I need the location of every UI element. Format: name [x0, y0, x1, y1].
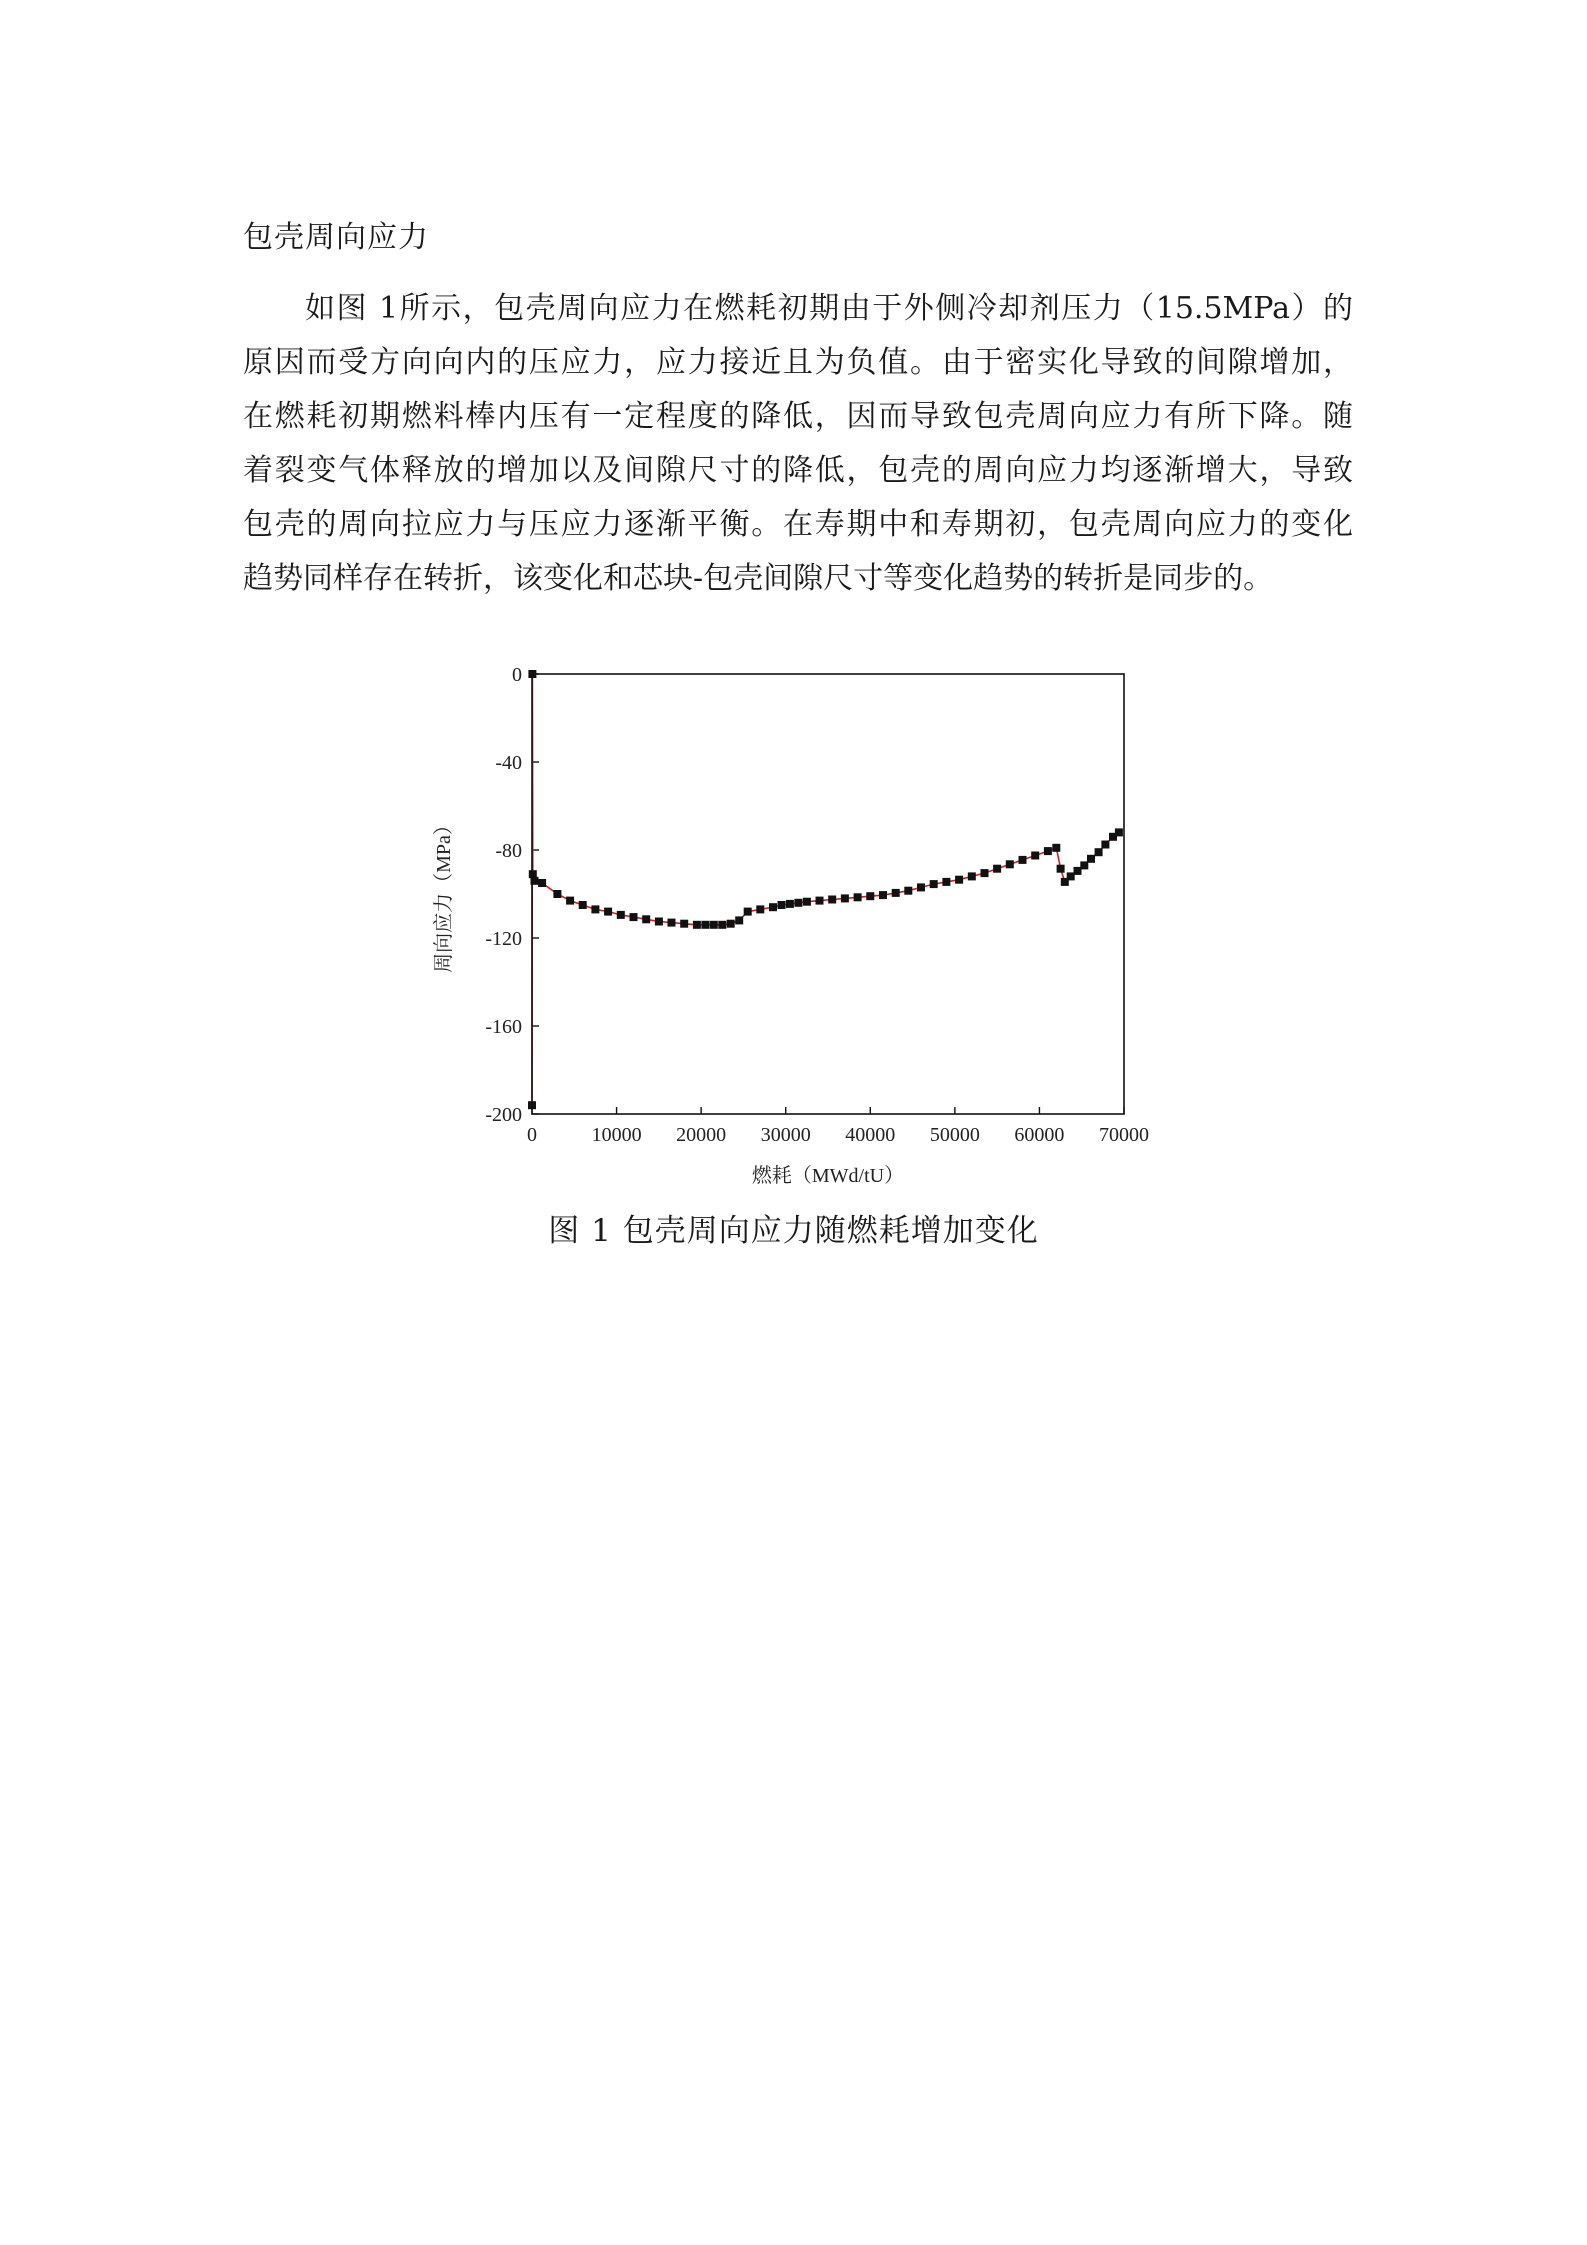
data-point	[955, 876, 963, 884]
data-point	[769, 903, 777, 911]
series-markers	[528, 670, 1123, 1109]
y-tick-label: -80	[495, 840, 522, 862]
data-point	[701, 921, 709, 929]
data-point	[879, 891, 887, 899]
data-point	[917, 883, 925, 891]
hoop-stress-chart	[420, 650, 1180, 1190]
data-point	[756, 905, 764, 913]
data-point	[1006, 860, 1014, 868]
x-tick-label: 50000	[929, 1124, 980, 1146]
y-tick-label: -120	[485, 928, 522, 950]
data-point	[803, 898, 811, 906]
y-axis	[485, 664, 539, 1126]
data-point	[930, 880, 938, 888]
x-tick-label: 40000	[845, 1124, 896, 1146]
data-point	[604, 908, 612, 916]
data-point	[866, 892, 874, 900]
x-tick-label: 0	[527, 1124, 537, 1146]
data-point	[735, 916, 743, 924]
body-paragraph	[243, 282, 1353, 606]
data-point	[816, 897, 824, 905]
paragraph-line: 包壳的周向拉应力与压应力逐渐平衡。在寿期中和寿期初，包壳周向应力的变化	[243, 507, 1353, 542]
paragraph-line: 着裂变气体释放的增加以及间隙尺寸的降低，包壳的周向应力均逐渐增大，导致	[243, 453, 1353, 488]
data-point	[828, 896, 836, 904]
data-point	[854, 893, 862, 901]
paragraph-line: 如图 1所示，包壳周向应力在燃耗初期由于外侧冷却剂压力（15.5MPa）的	[305, 291, 1353, 326]
data-point	[786, 900, 794, 908]
y-tick-label: 0	[512, 664, 522, 686]
paragraph-line: 原因而受方向向内的压应力，应力接近且为负值。由于密实化导致的间隙增加，	[243, 345, 1353, 380]
paragraph-line: 在燃耗初期燃料棒内压有一定程度的降低，因而导致包壳周向应力有所下降。随	[243, 399, 1353, 434]
x-tick-label: 10000	[591, 1124, 642, 1146]
data-point	[1052, 844, 1060, 852]
data-point	[655, 918, 663, 926]
figure-caption: 图 1 包壳周向应力随燃耗增加变化	[548, 1213, 1039, 1249]
data-point	[668, 919, 676, 927]
data-point	[942, 878, 950, 886]
y-axis-label: 周向应力（MPa）	[433, 815, 455, 973]
data-point	[591, 905, 599, 913]
data-point	[538, 879, 546, 887]
data-point	[1044, 847, 1052, 855]
data-point	[981, 869, 989, 877]
data-point	[778, 901, 786, 909]
data-point	[841, 894, 849, 902]
data-point	[1019, 856, 1027, 864]
x-tick-label: 70000	[1099, 1124, 1149, 1146]
x-tick-label: 30000	[760, 1124, 811, 1146]
series-line	[532, 674, 1119, 1105]
y-tick-label: -160	[485, 1016, 522, 1038]
data-point	[993, 865, 1001, 873]
series-polyline	[532, 674, 1119, 1105]
data-point	[968, 872, 976, 880]
x-axis-label: 燃耗（MWd/tU）	[751, 1165, 905, 1187]
data-point	[680, 920, 688, 928]
y-tick-label: -200	[485, 1104, 522, 1126]
data-point	[1115, 828, 1123, 836]
data-point	[566, 897, 574, 905]
data-point	[1095, 848, 1103, 856]
x-tick-label: 20000	[676, 1124, 727, 1146]
paragraph-line: 趋势同样存在转折，该变化和芯块-包壳间隙尺寸等变化趋势的转折是同步的。	[243, 561, 1274, 596]
data-point	[744, 908, 752, 916]
section-heading: 包壳周向应力	[243, 220, 429, 255]
data-point	[553, 890, 561, 898]
data-point	[892, 889, 900, 897]
data-point	[1087, 855, 1095, 863]
data-point	[579, 901, 587, 909]
data-point	[1057, 865, 1065, 873]
data-point	[630, 913, 638, 921]
plot-frame	[532, 674, 1124, 1114]
data-point	[718, 921, 726, 929]
data-point	[617, 911, 625, 919]
y-tick-label: -40	[495, 752, 522, 774]
data-point	[693, 921, 701, 929]
data-point	[794, 899, 802, 907]
data-point	[1101, 841, 1109, 849]
data-point	[1031, 852, 1039, 860]
x-tick-label: 60000	[1014, 1124, 1065, 1146]
data-point	[642, 915, 650, 923]
data-point	[710, 921, 718, 929]
data-point	[904, 887, 912, 895]
data-point	[727, 920, 735, 928]
x-axis	[527, 1107, 1149, 1146]
